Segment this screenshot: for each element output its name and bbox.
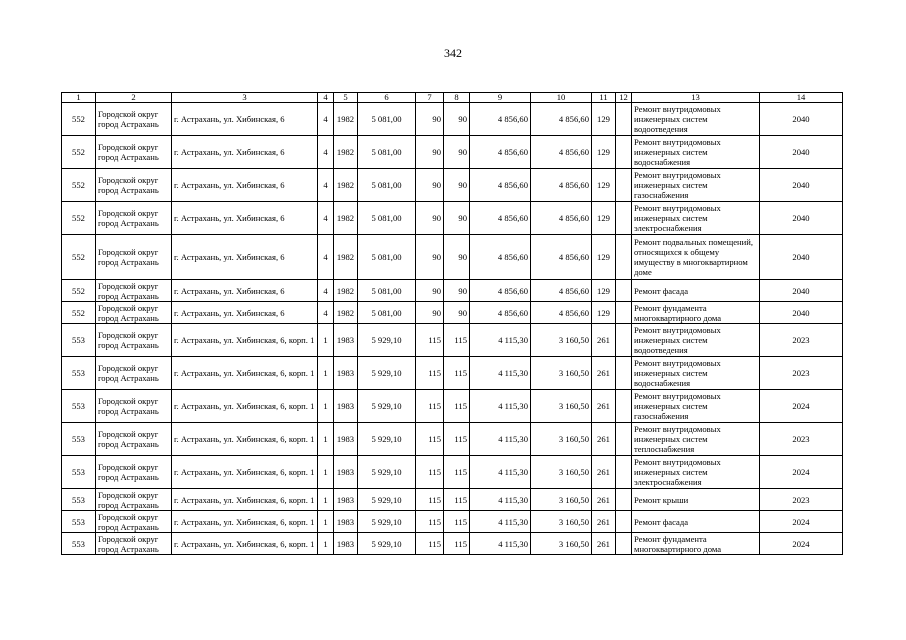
col9-cell: 4 856,60 (470, 280, 531, 302)
row-number-cell: 553 (62, 390, 96, 423)
table-row (62, 235, 843, 280)
row-number-cell: 553 (62, 357, 96, 390)
col4-cell: 4 (318, 280, 334, 302)
planned-year-cell: 2040 (760, 235, 843, 280)
year-cell: 1983 (334, 456, 358, 489)
planned-year-cell: 2040 (760, 169, 843, 202)
address-cell: г. Астрахань, ул. Хибинская, 6 (172, 103, 318, 136)
col10-cell: 4 856,60 (531, 103, 592, 136)
table-row (62, 456, 843, 489)
col12-cell (616, 169, 632, 202)
row-number-cell: 553 (62, 533, 96, 555)
address-cell: г. Астрахань, ул. Хибинская, 6, корп. 1 (172, 423, 318, 456)
row-number-cell: 553 (62, 456, 96, 489)
col7-cell: 115 (416, 423, 444, 456)
col11-cell: 261 (592, 456, 616, 489)
year-cell: 1983 (334, 390, 358, 423)
row-number-cell: 552 (62, 169, 96, 202)
planned-year-cell: 2023 (760, 489, 843, 511)
col4-cell: 1 (318, 324, 334, 357)
municipality-cell: Городской округ город Астрахань (96, 489, 172, 511)
col10-cell: 3 160,50 (531, 489, 592, 511)
col8-cell: 115 (444, 357, 470, 390)
col12-cell (616, 280, 632, 302)
col12-cell (616, 103, 632, 136)
col10-cell: 4 856,60 (531, 280, 592, 302)
col11-cell: 129 (592, 103, 616, 136)
work-type-cell: Ремонт фасада (632, 280, 760, 302)
col8-cell: 90 (444, 302, 470, 324)
col12-cell (616, 511, 632, 533)
area-cell: 5 081,00 (358, 235, 416, 280)
col9-cell: 4 856,60 (470, 202, 531, 235)
col4-cell: 1 (318, 423, 334, 456)
area-cell: 5 081,00 (358, 103, 416, 136)
table-row (62, 302, 843, 324)
col7-cell: 90 (416, 280, 444, 302)
col11-cell: 261 (592, 489, 616, 511)
col8-cell: 90 (444, 235, 470, 280)
col7-cell: 115 (416, 324, 444, 357)
table-row (62, 390, 843, 423)
column-header: 8 (444, 93, 470, 103)
col7-cell: 90 (416, 202, 444, 235)
col11-cell: 261 (592, 423, 616, 456)
municipality-cell: Городской округ город Астрахань (96, 103, 172, 136)
municipality-cell: Городской округ город Астрахань (96, 235, 172, 280)
municipality-cell: Городской округ город Астрахань (96, 511, 172, 533)
col10-cell: 3 160,50 (531, 511, 592, 533)
area-cell: 5 929,10 (358, 511, 416, 533)
row-number-cell: 552 (62, 202, 96, 235)
col12-cell (616, 357, 632, 390)
col12-cell (616, 390, 632, 423)
municipality-cell: Городской округ город Астрахань (96, 456, 172, 489)
col10-cell: 4 856,60 (531, 202, 592, 235)
col9-cell: 4 856,60 (470, 169, 531, 202)
col9-cell: 4 115,30 (470, 390, 531, 423)
column-header: 2 (96, 93, 172, 103)
col11-cell: 261 (592, 357, 616, 390)
col12-cell (616, 533, 632, 555)
col9-cell: 4 856,60 (470, 235, 531, 280)
work-type-cell: Ремонт фасада (632, 511, 760, 533)
area-cell: 5 929,10 (358, 456, 416, 489)
planned-year-cell: 2040 (760, 202, 843, 235)
col10-cell: 3 160,50 (531, 324, 592, 357)
col11-cell: 129 (592, 302, 616, 324)
work-type-cell: Ремонт внутридомовых инженерных систем водоотведения (632, 324, 760, 357)
col4-cell: 4 (318, 202, 334, 235)
row-number-cell: 553 (62, 511, 96, 533)
table-row (62, 533, 843, 555)
col12-cell (616, 423, 632, 456)
table-body (62, 103, 843, 555)
municipality-cell: Городской округ город Астрахань (96, 423, 172, 456)
col7-cell: 115 (416, 390, 444, 423)
col4-cell: 4 (318, 235, 334, 280)
table-row (62, 511, 843, 533)
col4-cell: 1 (318, 390, 334, 423)
col10-cell: 4 856,60 (531, 136, 592, 169)
col12-cell (616, 456, 632, 489)
address-cell: г. Астрахань, ул. Хибинская, 6 (172, 235, 318, 280)
header-row (62, 93, 843, 103)
work-type-cell: Ремонт внутридомовых инженерных систем теплоснабжения (632, 423, 760, 456)
col11-cell: 129 (592, 169, 616, 202)
col11-cell: 261 (592, 324, 616, 357)
year-cell: 1982 (334, 235, 358, 280)
address-cell: г. Астрахань, ул. Хибинская, 6, корп. 1 (172, 357, 318, 390)
area-cell: 5 081,00 (358, 302, 416, 324)
column-header: 3 (172, 93, 318, 103)
col12-cell (616, 302, 632, 324)
col10-cell: 3 160,50 (531, 456, 592, 489)
col8-cell: 115 (444, 423, 470, 456)
column-header: 7 (416, 93, 444, 103)
col11-cell: 261 (592, 390, 616, 423)
col9-cell: 4 115,30 (470, 489, 531, 511)
col7-cell: 90 (416, 235, 444, 280)
table-row (62, 202, 843, 235)
col9-cell: 4 115,30 (470, 423, 531, 456)
col7-cell: 115 (416, 511, 444, 533)
row-number-cell: 552 (62, 136, 96, 169)
col4-cell: 1 (318, 456, 334, 489)
row-number-cell: 553 (62, 423, 96, 456)
row-number-cell: 552 (62, 103, 96, 136)
year-cell: 1982 (334, 103, 358, 136)
column-header: 14 (760, 93, 843, 103)
col7-cell: 90 (416, 136, 444, 169)
col10-cell: 3 160,50 (531, 423, 592, 456)
planned-year-cell: 2040 (760, 136, 843, 169)
row-number-cell: 553 (62, 489, 96, 511)
col10-cell: 3 160,50 (531, 357, 592, 390)
year-cell: 1982 (334, 136, 358, 169)
col7-cell: 90 (416, 103, 444, 136)
col9-cell: 4 115,30 (470, 324, 531, 357)
col8-cell: 115 (444, 390, 470, 423)
area-cell: 5 081,00 (358, 280, 416, 302)
area-cell: 5 929,10 (358, 533, 416, 555)
column-header: 13 (632, 93, 760, 103)
table-row (62, 324, 843, 357)
column-header: 9 (470, 93, 531, 103)
col7-cell: 115 (416, 357, 444, 390)
work-type-cell: Ремонт подвальных помещений, относящихся к общему имуществу в многоквартирном доме (632, 235, 760, 280)
row-number-cell: 553 (62, 324, 96, 357)
work-type-cell: Ремонт внутридомовых инженерных систем газоснабжения (632, 390, 760, 423)
col8-cell: 115 (444, 533, 470, 555)
col7-cell: 90 (416, 169, 444, 202)
col7-cell: 115 (416, 533, 444, 555)
municipality-cell: Городской округ город Астрахань (96, 280, 172, 302)
area-cell: 5 929,10 (358, 489, 416, 511)
address-cell: г. Астрахань, ул. Хибинская, 6, корп. 1 (172, 456, 318, 489)
column-header: 10 (531, 93, 592, 103)
col10-cell: 3 160,50 (531, 390, 592, 423)
column-header: 11 (592, 93, 616, 103)
column-header: 1 (62, 93, 96, 103)
year-cell: 1983 (334, 511, 358, 533)
year-cell: 1982 (334, 302, 358, 324)
table-row (62, 103, 843, 136)
col9-cell: 4 115,30 (470, 511, 531, 533)
col11-cell: 261 (592, 511, 616, 533)
planned-year-cell: 2040 (760, 103, 843, 136)
planned-year-cell: 2024 (760, 533, 843, 555)
col4-cell: 4 (318, 136, 334, 169)
row-number-cell: 552 (62, 280, 96, 302)
planned-year-cell: 2040 (760, 302, 843, 324)
col12-cell (616, 136, 632, 169)
area-cell: 5 929,10 (358, 324, 416, 357)
address-cell: г. Астрахань, ул. Хибинская, 6, корп. 1 (172, 324, 318, 357)
col10-cell: 3 160,50 (531, 533, 592, 555)
col9-cell: 4 856,60 (470, 136, 531, 169)
planned-year-cell: 2024 (760, 390, 843, 423)
col4-cell: 1 (318, 533, 334, 555)
address-cell: г. Астрахань, ул. Хибинская, 6 (172, 136, 318, 169)
page-number: 342 (444, 46, 462, 60)
planned-year-cell: 2024 (760, 456, 843, 489)
area-cell: 5 929,10 (358, 390, 416, 423)
address-cell: г. Астрахань, ул. Хибинская, 6 (172, 169, 318, 202)
address-cell: г. Астрахань, ул. Хибинская, 6, корп. 1 (172, 489, 318, 511)
col12-cell (616, 489, 632, 511)
col4-cell: 1 (318, 357, 334, 390)
col9-cell: 4 856,60 (470, 103, 531, 136)
col11-cell: 129 (592, 280, 616, 302)
col8-cell: 90 (444, 202, 470, 235)
col9-cell: 4 115,30 (470, 357, 531, 390)
municipality-cell: Городской округ город Астрахань (96, 302, 172, 324)
table-row (62, 489, 843, 511)
municipality-cell: Городской округ город Астрахань (96, 390, 172, 423)
municipality-cell: Городской округ город Астрахань (96, 324, 172, 357)
work-type-cell: Ремонт фундамента многоквартирного дома (632, 302, 760, 324)
year-cell: 1983 (334, 533, 358, 555)
year-cell: 1983 (334, 489, 358, 511)
col8-cell: 115 (444, 456, 470, 489)
col8-cell: 90 (444, 169, 470, 202)
table-row (62, 136, 843, 169)
work-type-cell: Ремонт внутридомовых инженерных систем электроснабжения (632, 456, 760, 489)
table-row (62, 357, 843, 390)
work-type-cell: Ремонт внутридомовых инженерных систем водоснабжения (632, 357, 760, 390)
municipality-cell: Городской округ город Астрахань (96, 202, 172, 235)
municipality-cell: Городской округ город Астрахань (96, 136, 172, 169)
address-cell: г. Астрахань, ул. Хибинская, 6 (172, 280, 318, 302)
col8-cell: 115 (444, 489, 470, 511)
col8-cell: 90 (444, 136, 470, 169)
work-type-cell: Ремонт фундамента многоквартирного дома (632, 533, 760, 555)
planned-year-cell: 2023 (760, 357, 843, 390)
work-type-cell: Ремонт внутридомовых инженерных систем электроснабжения (632, 202, 760, 235)
year-cell: 1982 (334, 169, 358, 202)
col7-cell: 115 (416, 456, 444, 489)
col12-cell (616, 202, 632, 235)
planned-year-cell: 2024 (760, 511, 843, 533)
area-cell: 5 929,10 (358, 357, 416, 390)
col8-cell: 115 (444, 324, 470, 357)
row-number-cell: 552 (62, 235, 96, 280)
col9-cell: 4 115,30 (470, 456, 531, 489)
address-cell: г. Астрахань, ул. Хибинская, 6, корп. 1 (172, 390, 318, 423)
col4-cell: 4 (318, 103, 334, 136)
municipality-cell: Городской округ город Астрахань (96, 533, 172, 555)
year-cell: 1982 (334, 280, 358, 302)
table-row (62, 169, 843, 202)
work-type-cell: Ремонт внутридомовых инженерных систем водоотведения (632, 103, 760, 136)
col12-cell (616, 235, 632, 280)
planned-year-cell: 2040 (760, 280, 843, 302)
column-header: 12 (616, 93, 632, 103)
area-cell: 5 929,10 (358, 423, 416, 456)
col4-cell: 1 (318, 489, 334, 511)
col4-cell: 4 (318, 169, 334, 202)
col9-cell: 4 115,30 (470, 533, 531, 555)
year-cell: 1982 (334, 202, 358, 235)
work-type-cell: Ремонт внутридомовых инженерных систем газоснабжения (632, 169, 760, 202)
planned-year-cell: 2023 (760, 324, 843, 357)
year-cell: 1983 (334, 423, 358, 456)
column-header: 6 (358, 93, 416, 103)
table-row (62, 423, 843, 456)
year-cell: 1983 (334, 357, 358, 390)
address-cell: г. Астрахань, ул. Хибинская, 6, корп. 1 (172, 511, 318, 533)
row-number-cell: 552 (62, 302, 96, 324)
column-header: 4 (318, 93, 334, 103)
address-cell: г. Астрахань, ул. Хибинская, 6, корп. 1 (172, 533, 318, 555)
col8-cell: 115 (444, 511, 470, 533)
year-cell: 1983 (334, 324, 358, 357)
table-row (62, 280, 843, 302)
work-type-cell: Ремонт внутридомовых инженерных систем водоснабжения (632, 136, 760, 169)
col8-cell: 90 (444, 103, 470, 136)
col10-cell: 4 856,60 (531, 302, 592, 324)
col4-cell: 1 (318, 511, 334, 533)
col9-cell: 4 856,60 (470, 302, 531, 324)
col10-cell: 4 856,60 (531, 169, 592, 202)
municipality-cell: Городской округ город Астрахань (96, 169, 172, 202)
column-header: 5 (334, 93, 358, 103)
registry-table (61, 92, 843, 555)
area-cell: 5 081,00 (358, 136, 416, 169)
col4-cell: 4 (318, 302, 334, 324)
work-type-cell: Ремонт крыши (632, 489, 760, 511)
area-cell: 5 081,00 (358, 169, 416, 202)
col8-cell: 90 (444, 280, 470, 302)
col12-cell (616, 324, 632, 357)
col10-cell: 4 856,60 (531, 235, 592, 280)
planned-year-cell: 2023 (760, 423, 843, 456)
col11-cell: 261 (592, 533, 616, 555)
municipality-cell: Городской округ город Астрахань (96, 357, 172, 390)
address-cell: г. Астрахань, ул. Хибинская, 6 (172, 302, 318, 324)
col11-cell: 129 (592, 202, 616, 235)
col11-cell: 129 (592, 235, 616, 280)
col7-cell: 115 (416, 489, 444, 511)
col7-cell: 90 (416, 302, 444, 324)
address-cell: г. Астрахань, ул. Хибинская, 6 (172, 202, 318, 235)
col11-cell: 129 (592, 136, 616, 169)
area-cell: 5 081,00 (358, 202, 416, 235)
